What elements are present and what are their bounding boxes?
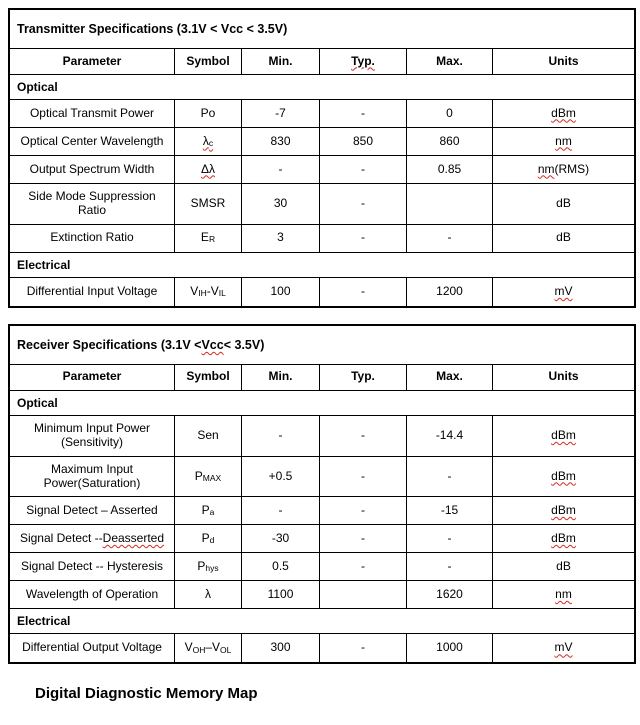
column-header-typ xyxy=(320,365,407,391)
text-segment: - xyxy=(361,105,365,120)
text-segment: P xyxy=(201,502,210,517)
text-segment: Optical Transmit Power xyxy=(29,105,155,120)
column-header-symbol xyxy=(175,365,242,391)
text-segment-spellcheck: λ xyxy=(202,133,209,148)
text-segment: Differential Output Voltage xyxy=(22,640,162,655)
cell-max xyxy=(407,581,493,609)
symbol-subscript: MAX xyxy=(202,472,222,483)
text-segment: Output Spectrum Width xyxy=(29,161,155,176)
text-segment: - xyxy=(447,558,452,573)
cell-max xyxy=(407,100,493,128)
cell-parameter xyxy=(10,416,175,457)
cell-max xyxy=(407,416,493,457)
cell-typ xyxy=(320,225,407,253)
column-header-max xyxy=(407,49,493,75)
text-segment: Max. xyxy=(436,369,463,384)
column-header-parameter xyxy=(10,365,175,391)
cell-parameter xyxy=(10,225,175,253)
cell-symbol xyxy=(175,100,242,128)
cell-max xyxy=(407,278,493,306)
text-segment: - xyxy=(361,530,365,545)
text-segment: - xyxy=(447,230,452,245)
cell-min xyxy=(242,553,320,581)
cell-units xyxy=(493,278,634,306)
text-segment: -14.4 xyxy=(435,427,464,442)
text-segment: - xyxy=(361,283,365,298)
text-segment: 300 xyxy=(270,640,291,655)
cell-max xyxy=(407,225,493,253)
text-segment: Side Mode Suppression Ratio xyxy=(28,189,156,217)
cell-units xyxy=(493,416,634,457)
cell-units xyxy=(493,497,634,525)
text-segment: dB xyxy=(556,558,571,573)
text-segment: - xyxy=(361,558,365,573)
text-segment-spellcheck: dBm xyxy=(551,502,576,517)
text-segment: P xyxy=(201,530,210,545)
cell-symbol xyxy=(175,156,242,184)
cell-typ xyxy=(320,634,407,662)
column-header-min xyxy=(242,49,320,75)
cell-max xyxy=(407,553,493,581)
text-segment: dB xyxy=(556,195,571,210)
symbol-subscript: OH xyxy=(192,644,206,655)
text-segment: Units xyxy=(548,53,579,68)
section-row xyxy=(10,253,634,278)
text-segment: Electrical xyxy=(17,257,71,272)
cell-symbol xyxy=(175,581,242,609)
cell-symbol xyxy=(175,553,242,581)
text-segment: Parameter xyxy=(62,53,122,68)
text-segment: Electrical xyxy=(17,614,71,629)
text-segment: -30 xyxy=(271,530,290,545)
cell-typ xyxy=(320,497,407,525)
cell-max xyxy=(407,525,493,553)
text-segment-spellcheck: dBm xyxy=(551,468,576,483)
cell-parameter xyxy=(10,553,175,581)
text-segment: dB xyxy=(556,230,571,245)
text-segment: 1200 xyxy=(436,283,463,298)
cell-units xyxy=(493,225,634,253)
section-row xyxy=(10,609,634,634)
text-segment: -7 xyxy=(275,105,286,120)
symbol-subscript: OL xyxy=(220,644,232,655)
text-segment-spellcheck: dBm xyxy=(551,105,576,120)
text-segment: Receiver Specifications (3.1V < xyxy=(17,337,202,352)
text-segment: Wavelength of Operation xyxy=(25,586,159,601)
cell-units xyxy=(493,525,634,553)
cell-symbol xyxy=(175,457,242,498)
symbol-subscript: a xyxy=(209,507,215,517)
text-segment: 100 xyxy=(270,283,291,298)
text-segment: (RMS) xyxy=(554,161,590,176)
text-segment: -15 xyxy=(440,502,459,517)
cell-symbol xyxy=(175,525,242,553)
text-segment-spellcheck: nm xyxy=(537,161,555,176)
cell-min xyxy=(242,457,320,498)
cell-min xyxy=(242,100,320,128)
text-segment: - xyxy=(361,427,365,442)
cell-symbol xyxy=(175,184,242,225)
cell-max xyxy=(407,128,493,156)
text-segment: Differential Input Voltage xyxy=(26,283,158,298)
cell-parameter xyxy=(10,128,175,156)
column-header-parameter xyxy=(10,49,175,75)
cell-max xyxy=(407,497,493,525)
cell-min xyxy=(242,278,320,306)
text-segment: -V xyxy=(206,283,219,298)
text-segment: Symbol xyxy=(186,53,230,68)
text-segment: - xyxy=(447,468,452,483)
text-segment: - xyxy=(361,161,365,176)
cell-min xyxy=(242,184,320,225)
column-header-units xyxy=(493,49,634,75)
cell-parameter xyxy=(10,497,175,525)
text-segment: - xyxy=(447,530,452,545)
cell-min xyxy=(242,128,320,156)
column-header-typ xyxy=(320,49,407,75)
cell-min xyxy=(242,634,320,662)
column-header-symbol xyxy=(175,49,242,75)
text-segment: 860 xyxy=(439,133,460,148)
text-segment: 0.85 xyxy=(437,161,462,176)
cell-max xyxy=(407,184,493,225)
cell-typ xyxy=(320,457,407,498)
cell-max xyxy=(407,156,493,184)
cell-parameter xyxy=(10,278,175,306)
column-header-min xyxy=(242,365,320,391)
cell-symbol xyxy=(175,634,242,662)
text-segment: Extinction Ratio xyxy=(50,230,134,245)
cell-parameter xyxy=(10,100,175,128)
text-segment: Minimum Input Power (Sensitivity) xyxy=(33,420,151,449)
symbol-subscript-spellcheck: c xyxy=(208,137,214,148)
text-segment: 1620 xyxy=(436,586,463,601)
cell-min xyxy=(242,497,320,525)
cell-parameter xyxy=(10,525,175,553)
text-segment-spellcheck: mV xyxy=(554,640,573,655)
cell-symbol xyxy=(175,128,242,156)
cell-typ xyxy=(320,416,407,457)
cell-typ xyxy=(320,278,407,306)
text-segment: - xyxy=(361,230,365,245)
cell-parameter xyxy=(10,581,175,609)
cell-typ xyxy=(320,100,407,128)
text-segment: Po xyxy=(200,105,216,120)
text-segment: –V xyxy=(205,640,221,655)
cell-typ xyxy=(320,128,407,156)
symbol-subscript: R xyxy=(208,234,216,245)
text-segment: V xyxy=(184,640,193,655)
cell-units xyxy=(493,581,634,609)
text-segment: V xyxy=(190,283,199,298)
text-segment: Parameter xyxy=(62,369,122,384)
section-row xyxy=(10,391,634,416)
symbol-subscript: d xyxy=(209,535,215,545)
text-segment: Typ. xyxy=(351,369,375,384)
text-segment-spellcheck: Vcc xyxy=(201,337,224,352)
cell-units xyxy=(493,634,634,662)
text-segment-spellcheck: Typ. xyxy=(351,53,375,68)
table-title xyxy=(10,326,634,365)
text-segment: +0.5 xyxy=(268,468,293,483)
text-segment: - xyxy=(278,161,283,176)
text-segment: P xyxy=(197,558,206,573)
text-segment-spellcheck: Δλ xyxy=(200,161,215,176)
text-segment-spellcheck: mV xyxy=(554,283,573,298)
cell-units xyxy=(493,553,634,581)
text-segment: 830 xyxy=(270,133,291,148)
text-segment: 3 xyxy=(277,230,284,245)
cell-typ xyxy=(320,553,407,581)
cell-units xyxy=(493,184,634,225)
cell-typ xyxy=(320,525,407,553)
cell-typ xyxy=(320,581,407,609)
cell-units xyxy=(493,457,634,498)
cell-parameter xyxy=(10,156,175,184)
text-segment: P xyxy=(194,468,203,483)
text-segment: E xyxy=(200,230,209,245)
text-segment: Signal Detect -- xyxy=(19,530,103,545)
text-segment: Optical xyxy=(17,80,58,94)
text-segment: Optical xyxy=(17,395,58,410)
cell-units xyxy=(493,100,634,128)
receiver-specifications-table xyxy=(8,324,636,665)
cell-parameter xyxy=(10,184,175,225)
table-title xyxy=(10,10,634,49)
text-segment: Units xyxy=(548,369,579,384)
cell-max xyxy=(407,634,493,662)
cell-max xyxy=(407,457,493,498)
symbol-subscript: hys xyxy=(205,563,219,573)
column-header-units xyxy=(493,365,634,391)
text-segment: Min. xyxy=(268,53,293,68)
cell-min xyxy=(242,416,320,457)
transmitter-specifications-table xyxy=(8,8,636,308)
symbol-subscript: IL xyxy=(218,287,226,298)
cell-min xyxy=(242,581,320,609)
text-segment-spellcheck: nm xyxy=(555,586,572,601)
text-segment: Signal Detect -- Hysteresis xyxy=(20,558,164,573)
cell-units xyxy=(493,156,634,184)
text-segment: < 3.5V) xyxy=(223,337,265,352)
text-segment: Symbol xyxy=(186,369,230,384)
text-segment: 30 xyxy=(273,195,288,210)
text-segment: 1100 xyxy=(267,586,294,601)
cell-symbol xyxy=(175,497,242,525)
cell-units xyxy=(493,128,634,156)
cell-typ xyxy=(320,184,407,225)
cell-typ xyxy=(320,156,407,184)
column-header-max xyxy=(407,365,493,391)
text-segment: 1000 xyxy=(436,640,463,655)
text-segment: - xyxy=(278,427,283,442)
section-row xyxy=(10,75,634,100)
cell-parameter xyxy=(10,634,175,662)
text-segment-spellcheck: nm xyxy=(555,133,572,148)
symbol-subscript: IH xyxy=(198,287,207,298)
text-segment: SMSR xyxy=(190,195,226,210)
text-segment-spellcheck: Deasserted xyxy=(102,530,165,545)
text-segment: - xyxy=(361,502,365,517)
text-segment: Optical Center Wavelength xyxy=(20,133,164,148)
text-segment: Maximum Input Power(Saturation) xyxy=(43,461,141,490)
text-segment: 0.5 xyxy=(272,558,289,573)
text-segment: - xyxy=(361,468,365,483)
text-segment: Signal Detect – Asserted xyxy=(26,502,158,517)
digital-diagnostic-memory-map-heading: Digital Diagnostic Memory Map xyxy=(35,685,258,703)
text-segment: 850 xyxy=(352,133,374,148)
text-segment-spellcheck: dBm xyxy=(551,530,576,545)
cell-min xyxy=(242,225,320,253)
text-segment: λ xyxy=(205,586,211,601)
text-segment: Min. xyxy=(268,369,293,384)
text-segment: - xyxy=(278,502,283,517)
text-segment: 0 xyxy=(446,105,453,120)
cell-symbol xyxy=(175,225,242,253)
cell-parameter xyxy=(10,457,175,498)
text-segment: - xyxy=(361,195,365,210)
cell-symbol xyxy=(175,416,242,457)
text-segment: Sen xyxy=(197,427,219,442)
text-segment-spellcheck: dBm xyxy=(551,427,576,442)
cell-min xyxy=(242,156,320,184)
cell-min xyxy=(242,525,320,553)
text-segment: Max. xyxy=(436,53,463,68)
text-segment: - xyxy=(361,640,365,655)
text-segment: Transmitter Specifications (3.1V < Vcc < 3.5V) xyxy=(17,22,288,36)
cell-symbol xyxy=(175,278,242,306)
